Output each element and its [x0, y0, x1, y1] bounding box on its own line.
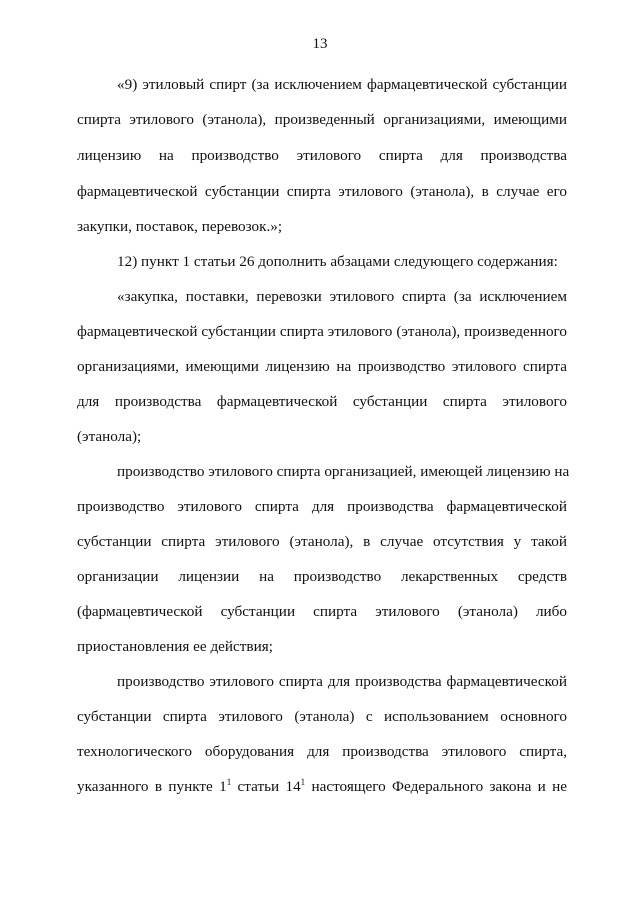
- text-line: производство этилового спирта организацией, имеющей лицензию на: [117, 463, 570, 480]
- page-number: 13: [312, 36, 328, 52]
- text-line: производство этилового спирта для производства фармацевтической: [77, 498, 567, 515]
- text-fragment: настоящего Федерального закона и не: [305, 778, 568, 795]
- text-line: организации лицензии на производство лекарственных средств: [77, 568, 567, 585]
- text-line: для производства фармацевтической субстанции спирта этилового: [77, 393, 567, 410]
- text-line: производство этилового спирта для производства фармацевтической: [117, 673, 567, 690]
- text-fragment: указанного в пункте 1: [77, 778, 227, 795]
- text-line: фармацевтической субстанции спирта этилового (этанола), произведенного: [77, 323, 567, 340]
- text-line: «9) этиловый спирт (за исключением фармацевтической субстанции: [117, 76, 567, 93]
- text-fragment: статьи 14: [231, 778, 301, 795]
- text-line: «закупка, поставки, перевозки этилового спирта (за исключением: [117, 288, 567, 305]
- text-line: закупки, поставок, перевозок.»;: [77, 218, 283, 235]
- text-line: (фармацевтической субстанции спирта этилового (этанола) либо: [77, 603, 567, 620]
- text-line: организациями, имеющими лицензию на производство этилового спирта: [77, 358, 567, 375]
- text-line-with-superscripts: [77, 777, 567, 797]
- text-line: спирта этилового (этанола), произведенный организациями, имеющими: [77, 111, 567, 128]
- text-line: фармацевтической субстанции спирта этилового (этанола), в случае его: [77, 183, 567, 200]
- text-line: субстанции спирта этилового (этанола) с использованием основного: [77, 708, 567, 725]
- text-line: субстанции спирта этилового (этанола), в случае отсутствия у такой: [77, 533, 567, 550]
- text-line: 12) пункт 1 статьи 26 дополнить абзацами следующего содержания:: [117, 253, 558, 270]
- text-line: (этанола);: [77, 428, 142, 445]
- text-line: приостановления ее действия;: [77, 638, 273, 655]
- superscript: 1: [300, 777, 306, 787]
- superscript: 1: [226, 777, 232, 787]
- text-line: лицензию на производство этилового спирта для производства: [77, 147, 567, 164]
- text-line: технологического оборудования для производства этилового спирта,: [77, 743, 567, 760]
